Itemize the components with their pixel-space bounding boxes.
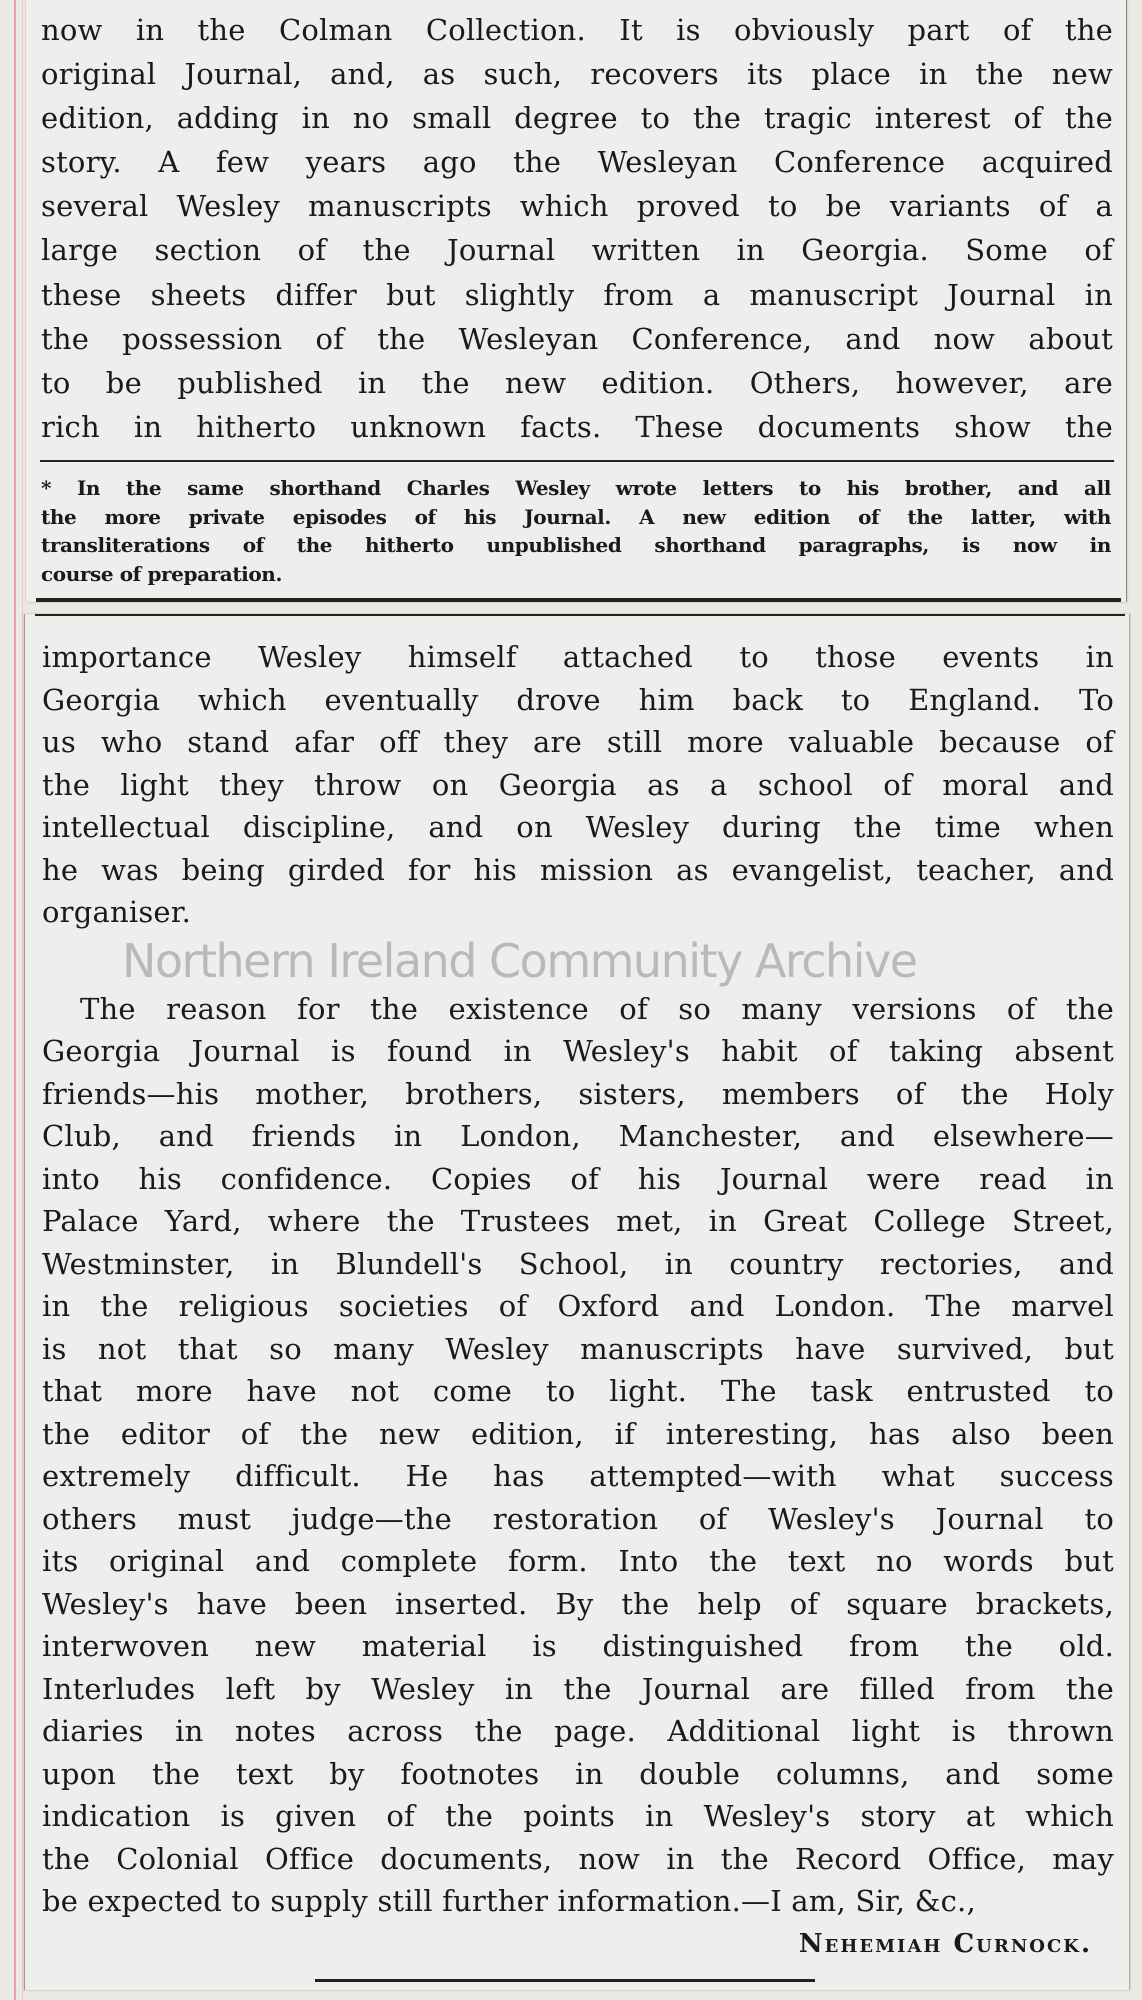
clipping-bottom-rule [36, 598, 1121, 602]
text-line: to be published in the new edition. Others, however, are [41, 365, 1113, 400]
text-line: others must judge—the restoration of Wesley's Journal to [42, 1501, 1114, 1536]
text-line: Club, and friends in London, Manchester, and elsewhere— [42, 1119, 1114, 1153]
text-line: the possession of the Wesleyan Conference, and now about [41, 321, 1113, 356]
text-line: the more private episodes of his Journal. A new edition of the latter, with [41, 504, 1111, 529]
text-line: Wesley's have been inserted. By the help of square brackets, [42, 1586, 1114, 1621]
text-line: story. A few years ago the Wesleyan Conference acquired [41, 145, 1113, 180]
margin-line [14, 0, 16, 2000]
text-line: the Colonial Office documents, now in the Record Office, may [42, 1841, 1114, 1876]
text-line: transliterations of the hitherto unpublished shorthand paragraphs, is now in [41, 533, 1111, 558]
main-text [42, 636, 1114, 1923]
text-line: * In the same shorthand Charles Wesley wrote letters to his brother, and all [41, 476, 1111, 500]
text-line: original Journal, and, as such, recovers its place in the new [41, 57, 1113, 92]
text-line: interwoven new material is distinguished from the old. [42, 1629, 1114, 1663]
text-line: now in the Colman Collection. It is obviously part of the [41, 13, 1113, 47]
signature: Nehemiah Curnock. [798, 1929, 1092, 1959]
text-line: Interludes left by Wesley in the Journal are filled from the [42, 1671, 1114, 1706]
watermark: Northern Ireland Community Archive [122, 933, 917, 988]
text-line: the editor of the new edition, if interesting, has also been [42, 1416, 1114, 1451]
text-line: that more have not come to light. The task entrusted to [42, 1374, 1114, 1408]
text-line: the light they throw on Georgia as a school of moral and [42, 767, 1114, 802]
text-line: rich in hitherto unknown facts. These documents show the [41, 409, 1113, 444]
text-line: indication is given of the points in Wesley's story at which [42, 1799, 1114, 1833]
text-line: be expected to supply still further information.—I am, Sir, &c., [42, 1884, 976, 1918]
text-line: Georgia Journal is found in Wesley's habit of taking absent [42, 1034, 1114, 1068]
text-line: us who stand afar off they are still more valuable because of [42, 725, 1114, 759]
text-line: diaries in notes across the page. Additional light is thrown [42, 1714, 1114, 1748]
text-line: its original and complete form. Into the text no words but [42, 1544, 1114, 1578]
text-line: several Wesley manuscripts which proved to be variants of a [41, 189, 1113, 224]
text-line: in the religious societies of Oxford and London. The marvel [42, 1289, 1114, 1323]
text-line: importance Wesley himself attached to those events in [42, 640, 1114, 674]
text-line: organiser. [42, 895, 192, 929]
margin-line [22, 0, 23, 2000]
text-line: extremely difficult. He has attempted—with what success [42, 1459, 1114, 1493]
text-line: upon the text by footnotes in double columns, and some [42, 1756, 1114, 1791]
text-line: course of preparation. [41, 561, 283, 586]
text-line: The reason for the existence of so many versions of the [80, 991, 1114, 1026]
text-line: friends—his mother, brothers, sisters, members of the Holy [42, 1076, 1114, 1111]
text-line: Westminster, in Blundell's School, in country rectories, and [42, 1246, 1114, 1281]
footnote-rule [40, 460, 1114, 462]
text-line: these sheets differ but slightly from a manuscript Journal in [41, 277, 1113, 312]
text-line: large section of the Journal written in Georgia. Some of [41, 233, 1113, 268]
text-line: intellectual discipline, and on Wesley during the time when [42, 810, 1114, 844]
text-line: is not that so many Wesley manuscripts have survived, but [42, 1331, 1114, 1366]
text-line: into his confidence. Copies of his Journal were read in [42, 1161, 1114, 1196]
clipping-top [26, 0, 1127, 602]
text-line: edition, adding in no small degree to the tragic interest of the [41, 101, 1113, 136]
clipping-bottom [24, 614, 1130, 1990]
footnote [41, 474, 1111, 588]
end-rule [315, 1979, 815, 1982]
top-paragraph [41, 8, 1113, 449]
text-line: he was being girded for his mission as evangelist, teacher, and [42, 852, 1114, 887]
text-line: Georgia which eventually drove him back to England. To [42, 682, 1114, 717]
text-line: Palace Yard, where the Trustees met, in Great College Street, [42, 1204, 1114, 1238]
clipping-top-rule [35, 614, 1125, 616]
